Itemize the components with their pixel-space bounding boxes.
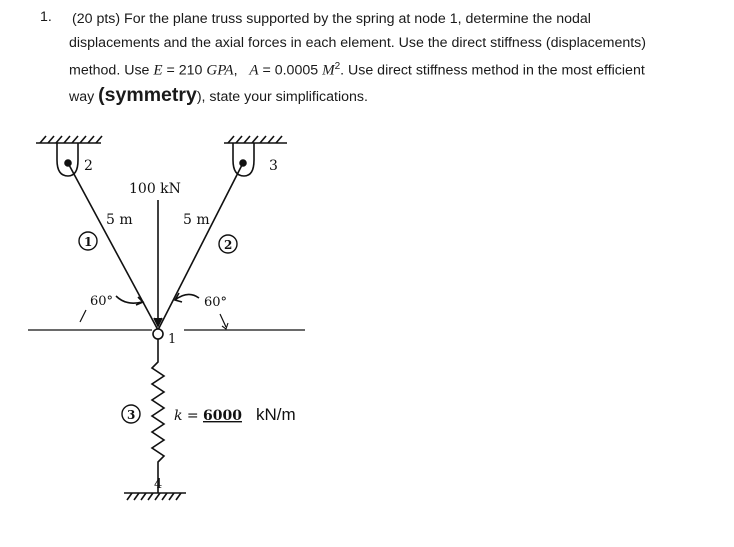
element-2-label: 2 <box>224 238 233 252</box>
problem-line-2: displacements and the axial forces in each element. Use the direct stiffness (displacements) <box>69 35 646 51</box>
truss-diagram <box>0 120 734 547</box>
E-unit: GPA <box>206 62 234 79</box>
node-1-label: 1 <box>168 332 177 347</box>
node-4-label: 4 <box>154 477 163 492</box>
node-3-label: 3 <box>269 158 278 174</box>
line4-suffix: ), state your simplifications. <box>196 89 368 105</box>
node-1-pin <box>153 329 163 339</box>
line3-suffix: . Use direct stiffness method in the most efficient <box>340 62 645 79</box>
problem-line-4 <box>69 85 368 107</box>
problem-line-3 <box>69 57 645 81</box>
symmetry-emphasis: (symmetry <box>98 84 197 106</box>
A-exponent: 2 <box>334 61 341 72</box>
A-symbol: A <box>249 62 259 79</box>
E-symbol: E <box>153 62 163 79</box>
element-3-label: 3 <box>127 408 136 422</box>
angle-left-label: 60° <box>90 294 114 309</box>
E-value: = 210 <box>162 62 207 79</box>
line3-prefix: method. Use <box>69 62 154 79</box>
problem-line-1: (20 pts) For the plane truss supported by the spring at node 1, determine the nodal <box>72 11 591 27</box>
ground-node-4 <box>124 493 186 500</box>
separator: , <box>233 62 250 79</box>
length-right-label: 5 m <box>183 212 210 228</box>
problem-number: 1. <box>40 9 52 25</box>
angle-right-label: 60° <box>204 295 228 310</box>
line4-prefix: way <box>69 89 99 105</box>
spring-k-label: k = <box>174 408 199 424</box>
node-2-label: 2 <box>84 158 93 174</box>
A-unit: M <box>322 62 335 79</box>
spring-k-unit: kN/m <box>256 405 296 424</box>
load-label: 100 kN <box>129 181 181 197</box>
spring <box>152 339 164 493</box>
element-1-label: 1 <box>84 235 93 249</box>
spring-k-value: 6000 <box>203 408 242 424</box>
A-value: = 0.0005 <box>258 62 323 79</box>
length-left-label: 5 m <box>106 212 133 228</box>
